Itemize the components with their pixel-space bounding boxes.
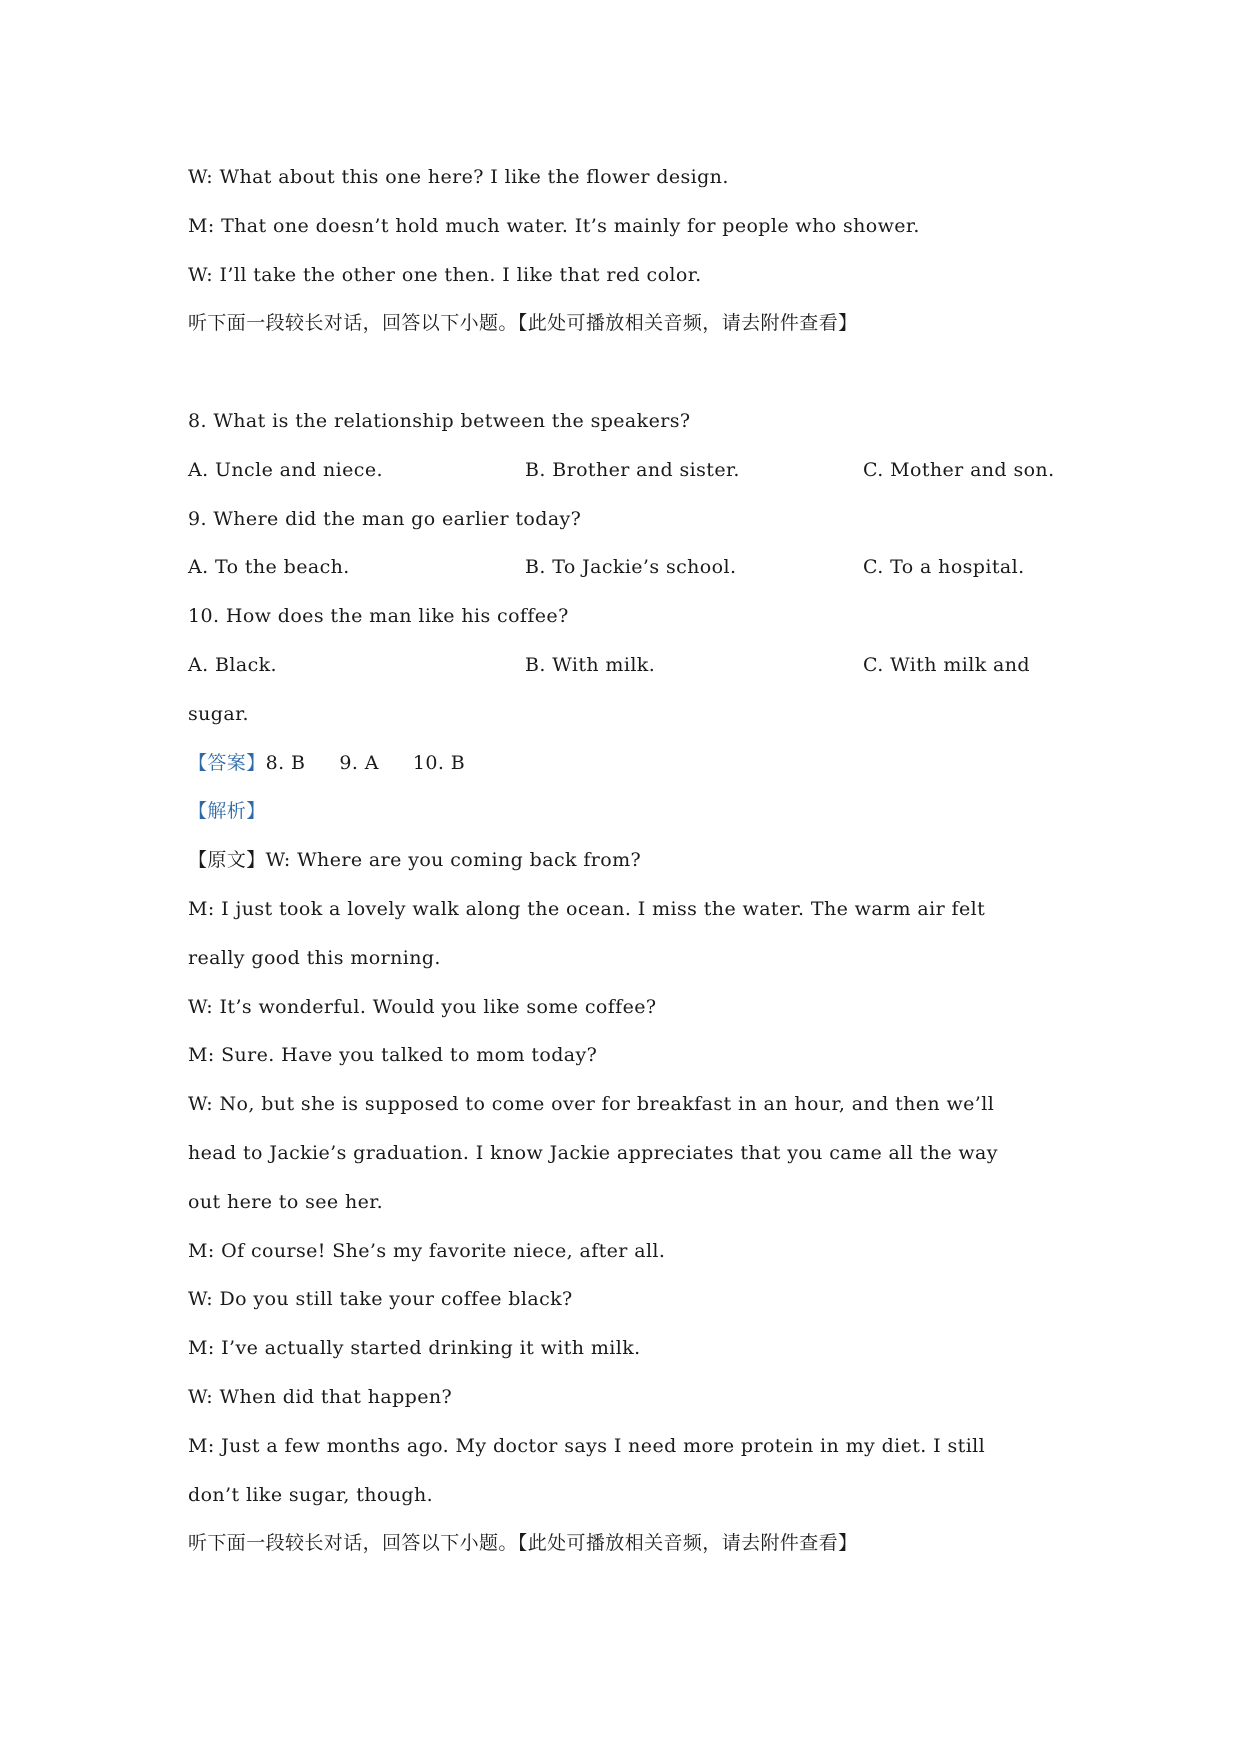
transcript-line: out here to see her. <box>188 1190 384 1213</box>
question-options <box>188 543 1058 592</box>
transcript-line: W: It’s wonderful. Would you like some coffee? <box>188 995 657 1018</box>
option-a: A. Black. <box>188 653 277 676</box>
page-content <box>188 153 1058 1568</box>
transcript-line: don’t like sugar, though. <box>188 1483 434 1506</box>
answer-item: 9. A <box>339 751 379 774</box>
answer-item: 10. B <box>412 751 466 774</box>
transcript-line: W: No, but she is supposed to come over for breakfast in an hour, and then we’ll <box>188 1093 995 1116</box>
option-b: B. With milk. <box>525 653 656 676</box>
option-b: B. To Jackie’s school. <box>525 556 737 579</box>
transcript-line: really good this morning. <box>188 946 441 969</box>
option-b: B. Brother and sister. <box>525 458 740 481</box>
answer-line <box>188 739 1058 788</box>
analysis-line <box>188 787 1058 836</box>
transcript-line: W: When did that happen? <box>188 1385 453 1408</box>
option-c: C. To a hospital. <box>863 556 1025 579</box>
question-stem: 8. What is the relationship between the speakers? <box>188 409 691 432</box>
question-stem: 10. How does the man like his coffee? <box>188 605 569 628</box>
dialogue-line: W: What about this one here? I like the flower design. <box>188 166 729 188</box>
transcript-text: W: Where are you coming back from? <box>265 849 642 872</box>
transcript-line <box>188 836 1058 885</box>
listening-instruction: 听下面一段较长对话，回答以下小题。【此处可播放相关音频，请去附件查看】 <box>188 1532 858 1555</box>
question-stem: 9. Where did the man go earlier today? <box>188 507 582 530</box>
dialogue-line: W: I’ll take the other one then. I like that red color. <box>188 263 702 286</box>
question-options <box>188 641 1058 690</box>
answer-item: 8. B <box>265 751 306 774</box>
transcript-line: M: Sure. Have you talked to mom today? <box>188 1044 598 1067</box>
dialogue-line: M: That one doesn’t hold much water. It’s mainly for people who shower. <box>188 214 920 237</box>
transcript-line: M: I just took a lovely walk along the ocean. I miss the water. The warm air felt <box>188 897 986 920</box>
option-c: C. Mother and son. <box>863 458 1055 481</box>
spacer <box>188 348 1058 397</box>
transcript-line: M: Just a few months ago. My doctor says I need more protein in my diet. I still <box>188 1434 986 1457</box>
option-c-continuation: sugar. <box>188 702 249 725</box>
listening-instruction: 听下面一段较长对话，回答以下小题。【此处可播放相关音频，请去附件查看】 <box>188 312 858 335</box>
question-options <box>188 446 1058 495</box>
answer-tag: 【答案】 <box>188 751 266 774</box>
option-a: A. Uncle and niece. <box>188 458 383 481</box>
transcript-line: M: I’ve actually started drinking it with milk. <box>188 1337 641 1360</box>
original-tag: 【原文】 <box>188 849 266 872</box>
transcript-line: M: Of course! She’s my favorite niece, after all. <box>188 1239 666 1262</box>
option-a: A. To the beach. <box>188 556 350 579</box>
transcript-line: head to Jackie’s graduation. I know Jackie appreciates that you came all the way <box>188 1141 998 1164</box>
transcript-line: W: Do you still take your coffee black? <box>188 1288 573 1311</box>
analysis-tag: 【解析】 <box>188 800 266 823</box>
option-c: C. With milk and <box>863 653 1030 676</box>
